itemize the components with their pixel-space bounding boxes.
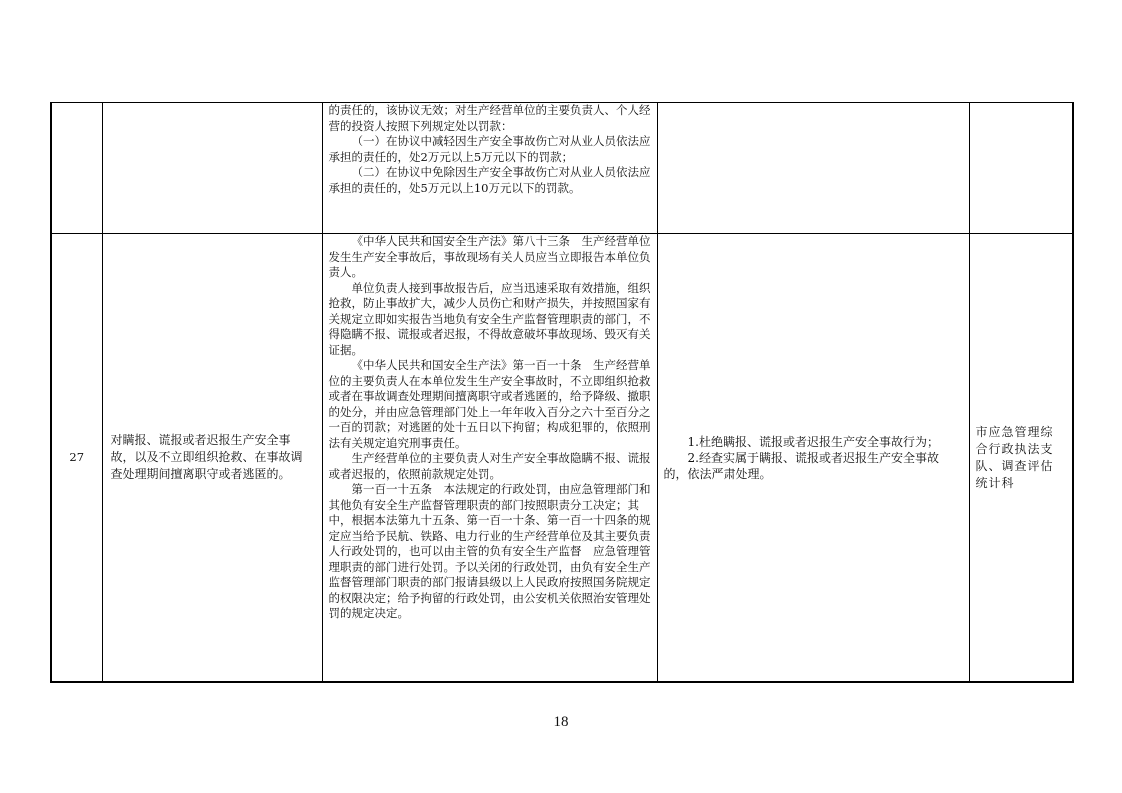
violation-cell: [102, 234, 322, 683]
law-paragraph: 的责任的，该协议无效；对生产经营单位的主要负责人、个人经营的投资人按照下列规定处以罚款：: [328, 103, 651, 133]
law-basis-text: [323, 234, 657, 622]
measure-item: 1.杜绝瞒报、谎报或者迟报生产安全事故行为；: [687, 434, 939, 449]
law-paragraph: 《中华人民共和国安全生产法》第八十三条 生产经营单位发生生产安全事故后，事故现场有关人员应当立即报告本单位负责人。: [328, 234, 651, 279]
law-basis-text: [323, 103, 657, 196]
page-number: 18: [553, 714, 569, 730]
law-basis-cell: [322, 234, 657, 683]
law-paragraph: （二）在协议中免除因生产安全事故伤亡对从业人员依法应承担的责任的，处5万元以上10万元以下的罚款。: [328, 165, 651, 195]
law-paragraph: 第一百一十五条 本法规定的行政处罚，由应急管理部门和其他负有安全生产监督管理职责的部门按照职责分工决定；其中，根据本法第九十五条、第一百一十条、第一百一十四条的规定应当给予民航、铁路、电力行业的生产经营单位及其主要负责人行政处罚的，也可以由主管的负有安全生产监督 应急管理管理职责的部门进行处罚。予以关闭的行政处罚，由负有安全生产监督管理部门职责的部门报请县级以上人民政府按照国务院规定的权限决定；给予拘留的行政处罚，由公安机关依照治安管理处罚的规定决定。: [328, 482, 651, 620]
law-paragraph: （一）在协议中减轻因生产安全事故伤亡对从业人员依法应承担的责任的，处2万元以上5万元以下的罚款；: [328, 134, 651, 164]
row-number: 27: [69, 449, 85, 464]
measures-cell: [657, 234, 969, 683]
department-text: 市应急管理综合行政执法支队、调查评估统计科: [975, 424, 1054, 490]
violation-cell: [102, 103, 322, 234]
law-basis-cell: [322, 103, 657, 234]
measures-cell: [657, 103, 969, 234]
row-number-cell: [51, 103, 102, 234]
department-cell: [969, 103, 1073, 234]
row-number-cell: [51, 234, 102, 683]
law-paragraph: 《中华人民共和国安全生产法》第一百一十条 生产经营单位的主要负责人在本单位发生生产安全事故时，不立即组织抢救或者在事故调查处理期间擅离职守或者逃匿的，给予降级、撤职的处分，并由应急管理部门处上一年年收入百分之六十至百分之一百的罚款；对逃匿的处十五日以下拘留；构成犯罪的，依照刑法有关规定追究刑事责任。: [328, 358, 651, 450]
measure-item: 2.经查实属于瞒报、谎报或者迟报生产安全事故的，依法严肃处理。: [663, 450, 939, 481]
table-row-continued: [51, 103, 1073, 234]
violation-text: 对瞒报、谎报或者迟报生产安全事故，以及不立即组织抢救、在事故调查处理期间擅离职守或者逃匿的。: [110, 433, 303, 481]
law-paragraph: 单位负责人接到事故报告后，应当迅速采取有效措施，组织抢救，防止事故扩大，减少人员伤亡和财产损失，并按照国家有关规定立即如实报告当地负有安全生产监督管理职责的部门，不得隐瞒不报、谎报或者迟报，不得故意破坏事故现场、毁灭有关证据。: [328, 280, 651, 357]
table-row-27: [51, 234, 1073, 683]
regulation-table: [50, 102, 1074, 683]
measures-text: [658, 434, 969, 482]
department-cell: [969, 234, 1073, 683]
law-paragraph: 生产经营单位的主要负责人对生产安全事故隐瞒不报、谎报或者迟报的，依照前款规定处罚。: [328, 451, 651, 481]
